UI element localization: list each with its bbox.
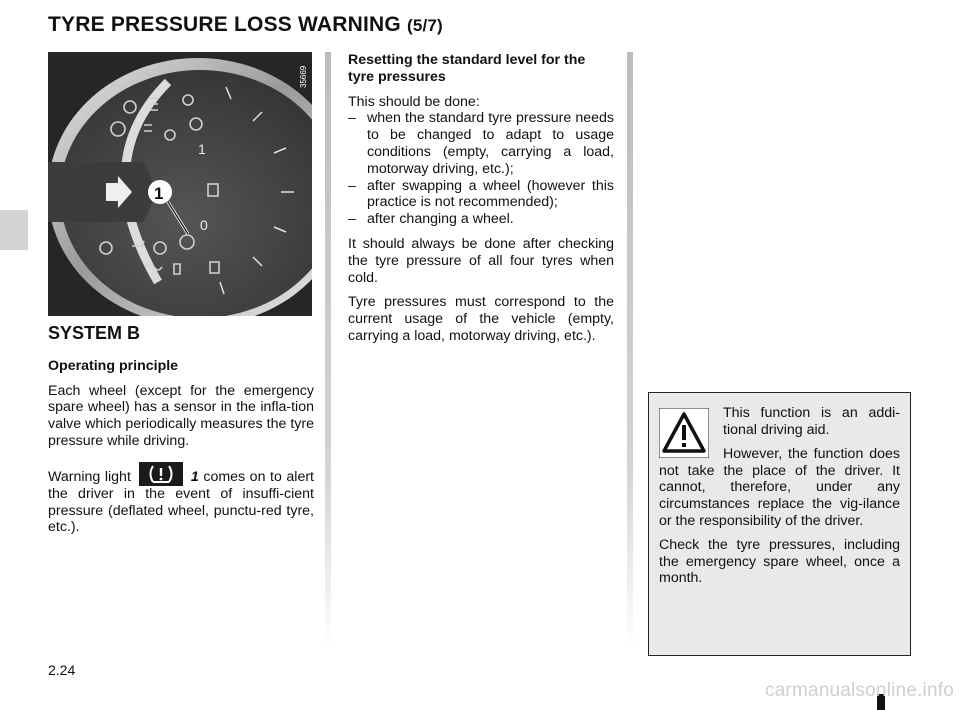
operating-principle-text: Each wheel (except for the emergency spare wheel) has a sensor in the infla-tion valve which periodically measures the tyre pressure while driving. [48, 382, 314, 449]
warning-light-paragraph [48, 462, 314, 536]
resetting-para-usage: Tyre pressures must correspond to the current usage of the vehicle (empty, carrying a load, motorway driving, etc.). [348, 294, 614, 344]
warning-text-3: Check the tyre pressures, including the emergency spare wheel, once a month. [659, 537, 900, 587]
column-divider-left [325, 52, 331, 652]
list-item: – after changing a wheel. [348, 211, 614, 228]
page-number: 2.24 [48, 662, 76, 678]
title-text: TYRE PRESSURE LOSS WARNING [48, 13, 401, 36]
system-b-heading: SYSTEM B [48, 323, 141, 343]
page-title [48, 13, 443, 37]
warning-light-pre: Warning light [48, 468, 131, 485]
list-item: – after swapping a wheel (however this practice is not recommended); [348, 178, 614, 212]
resetting-heading: Resetting the standard level for the tyre pressures [348, 52, 586, 85]
instrument-cluster-figure [48, 52, 312, 316]
gauge-number-1: 1 [198, 141, 206, 157]
figure-callout-1: 1 [154, 184, 164, 203]
tyre-pressure-warning-icon [139, 462, 183, 486]
gauge-number-0: 0 [200, 217, 208, 233]
resetting-section [348, 52, 614, 353]
resetting-list [348, 110, 614, 228]
resetting-para-cold: It should always be done after checking the tyre pressure of all four tyres when cold. [348, 235, 614, 286]
operating-principle-heading: Operating principle [48, 357, 179, 374]
warning-text-1: This function is an addi-tional driving aid. [723, 405, 900, 438]
system-b-section [48, 325, 314, 544]
warning-box [648, 392, 911, 656]
list-item: – when the standard tyre pressure needs to be changed to adapt to usage conditions (empty, carrying a load, motorway driving, etc.); [348, 110, 614, 177]
column-divider-right [627, 52, 633, 652]
title-part: (5/7) [406, 16, 443, 35]
warning-triangle-icon [659, 408, 709, 458]
section-tab [0, 210, 28, 250]
figure-ref-code: 35669 [299, 65, 308, 88]
warning-light-post: comes on to alert the driver in the event of insuffi-cient pressure (deflated wheel, punctu-red tyre, etc.). [48, 468, 314, 536]
warning-text-2: However, the function does not take the place of the driver. It cannot, therefore, under any circumstances replace the vig-ilance or the responsibility of the driver. [659, 446, 900, 529]
resetting-intro: This should be done: [348, 93, 480, 110]
watermark: carmanualsonline.info [764, 680, 954, 701]
warning-light-ref: 1 [190, 468, 199, 485]
